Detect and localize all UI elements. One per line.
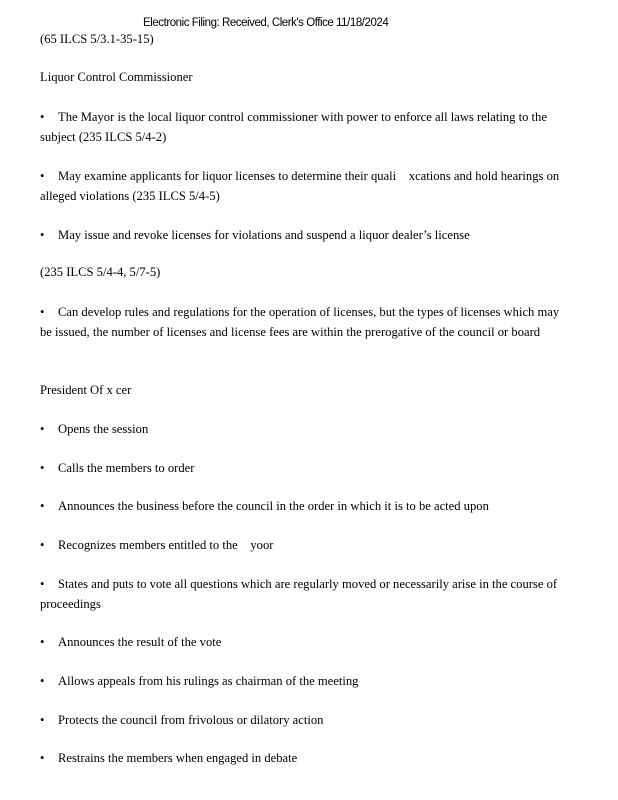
- list-item: [40, 748, 560, 768]
- bullet: •: [40, 422, 45, 436]
- bullet: •: [40, 228, 45, 242]
- bullet: •: [40, 674, 45, 688]
- list-item: [40, 458, 560, 478]
- list-item-text: Can develop rules and regulations for the operation of licenses, but the types of licenses which may be issued, the number of licenses and license fees are within the prerogative of the council or board: [40, 305, 560, 339]
- bullet: •: [40, 751, 45, 765]
- list-item: [40, 632, 560, 652]
- list-item-text: The Mayor is the local liquor control commissioner with power to enforce all laws relating to the subject (235 ILCS 5/4-2): [40, 110, 547, 144]
- list-item: [40, 710, 560, 730]
- bullet: •: [40, 713, 45, 727]
- list-item-text: Announces the business before the council in the order in which it is to be acted upon: [58, 499, 489, 513]
- list-item: [40, 574, 560, 614]
- list-item: [40, 225, 560, 245]
- bullet: •: [40, 499, 45, 513]
- list-item: [40, 496, 560, 516]
- bullet: •: [40, 577, 45, 591]
- citation-top: (65 ILCS 5/3.1-35-15): [40, 32, 154, 46]
- bullet: •: [40, 305, 45, 319]
- list-item-text: Calls the members to order: [58, 461, 195, 475]
- section-heading-liquor-control: Liquor Control Commissioner: [40, 70, 193, 84]
- list-item-text: May examine applicants for liquor licenses to determine their quali xcations and hold hearings on alleged violations (235 ILCS 5/4-5): [40, 169, 563, 203]
- list-item: [40, 302, 560, 342]
- list-item-text: Opens the session: [58, 422, 149, 436]
- list-item-text: May issue and revoke licenses for violations and suspend a liquor dealer’s license: [58, 228, 470, 242]
- list-item-text: Recognizes members entitled to the yoor: [58, 538, 274, 552]
- bullet: •: [40, 110, 45, 124]
- list-item-text: Allows appeals from his rulings as chairman of the meeting: [58, 674, 359, 688]
- filing-stamp: Electronic Filing: Received, Clerk's Office 11/18/2024: [143, 17, 389, 29]
- list-item: [40, 419, 560, 439]
- citation-mid: (235 ILCS 5/4-4, 5/7-5): [40, 265, 161, 279]
- list-item-text: Restrains the members when engaged in debate: [58, 751, 298, 765]
- bullet: •: [40, 461, 45, 475]
- section-heading-president-officer: President Of x cer: [40, 383, 132, 397]
- bullet: •: [40, 169, 45, 183]
- list-item-text: Protects the council from frivolous or dilatory action: [58, 713, 324, 727]
- bullet: •: [40, 538, 45, 552]
- list-item: [40, 107, 560, 147]
- list-item-text: Announces the result of the vote: [58, 635, 222, 649]
- list-item-text: States and puts to vote all questions which are regularly moved or necessarily arise in the course of proceedings: [40, 577, 558, 611]
- list-item: [40, 535, 560, 555]
- list-item: [40, 166, 563, 206]
- list-item: [40, 671, 560, 691]
- bullet: •: [40, 635, 45, 649]
